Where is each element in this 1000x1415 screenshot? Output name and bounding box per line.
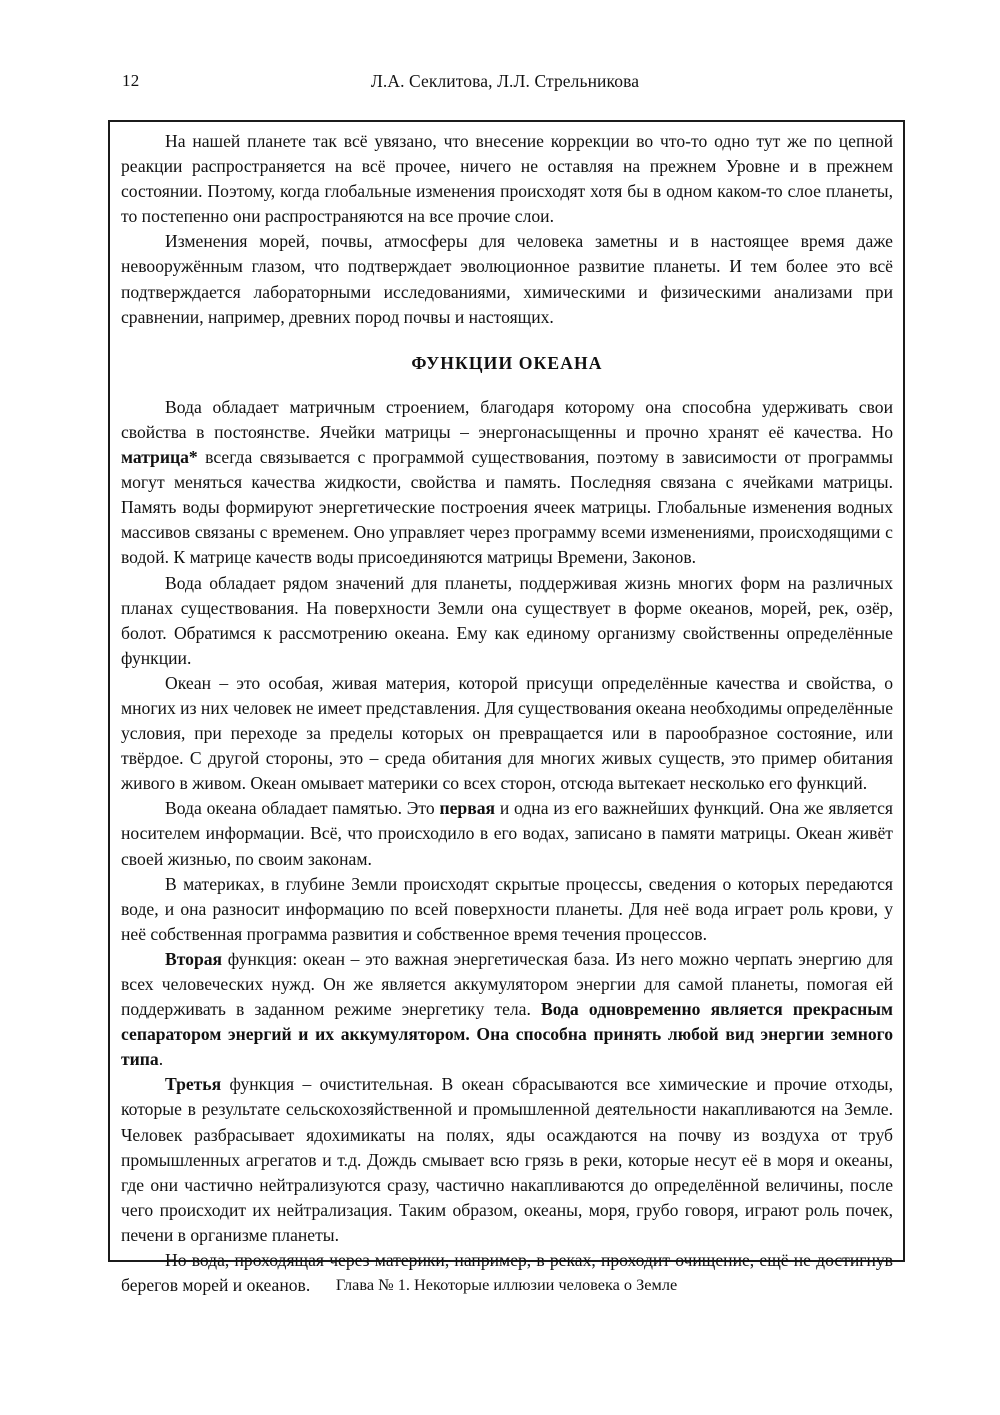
term-matritsa: матрица* — [121, 447, 198, 468]
paragraph-6-part-b: и одна из его важнейших функций. Она же является носителем информации. Всё, что происходило в его водах, записано в памяти матрицы. Океан живёт своей жизнью, по своим законам. — [121, 798, 893, 869]
paragraph-5: Океан – это особая, живая материя, которой присущи определённые качества и свойства, о многих из них человек не имеет представления. Для существования океана необходимы определённые условия, при переходе за пределы которых он превращается или в парообразное состояние, или твёрдое. С другой стороны, это – среда обитания для многих живых существ, это пример обитания живого в живом. Океан омывает материки со всех сторон, отсюда вытекает несколько его функций. — [121, 672, 894, 794]
page-footer: Глава № 1. Некоторые иллюзии человека о Земле — [335, 1275, 678, 1294]
paragraph-9 — [121, 1072, 893, 1248]
paragraph-3 — [121, 395, 893, 571]
paragraph-3-part-a: Вода обладает матричным строением, благодаря которому она способна удерживать свои свойства в постоянстве. Ячейки матрицы – энергонасыщенны и прочно хранят её качества. Но — [121, 396, 893, 442]
body-text-column — [121, 129, 893, 1298]
paragraph-8-part-a: функция: океан – это важная энергетическая база. Из него можно черпать энергию для всех человеческих нужд. Он же является аккумулятором энергии для самой планеты, помогая ей поддерживать в заданном режиме энергетику тела. — [121, 948, 893, 1020]
running-head-title: Л.А. Секлитова, Л.Л. Стрельникова — [370, 71, 640, 91]
paragraph-7: В материках, в глубине Земли происходят скрытые процессы, сведения о которых передаются воде, и она разносит информацию по всей поверхности планеты. Для неё вода играет роль крови, у неё собственная программа развития и собственное время течения процессов. — [121, 873, 893, 944]
section-heading: ФУНКЦИИ ОКЕАНА — [411, 352, 603, 373]
paragraph-4: Вода обладает рядом значений для планеты, поддерживая жизнь многих форм на различных планах существования. На поверхности Земли она существует в форме океанов, морей, рек, озёр, болот. Обратимся к рассмотрению океана. Ему как единому организму свойственны определённые функции. — [121, 572, 893, 668]
paragraph-2: Изменения морей, почвы, атмосферы для человека заметны и в настоящее время даже невооружённым глазом, что подтверждает эволюционное развитие планеты. И тем более это всё подтверждается лабораторными исследованиями, химическими и физическими анализами при сравнении, например, древних пород почвы и настоящих. — [121, 231, 893, 327]
paragraph-6 — [121, 796, 893, 871]
emphasis-pervaya: первая — [439, 798, 496, 819]
emphasis-water-separator: Вода одновременно является прекрасным сепаратором энергий и их аккумулятором. Она способна принять любой вид энергии земного типа — [121, 999, 893, 1070]
page-number: 12 — [122, 71, 140, 90]
paragraph-8 — [121, 947, 893, 1072]
running-head — [122, 68, 888, 94]
paragraph-10: Но вода, проходящая через материки, например, в реках, проходит очищение, ещё не достигнув берегов морей и океанов. — [121, 1250, 893, 1296]
emphasis-tretya: Третья — [165, 1074, 222, 1095]
paragraph-6-part-a: Вода океана обладает памятью. Это — [165, 798, 440, 819]
paragraph-9-part-a: функция – очистительная. В океан сбрасываются все химические и прочие отходы, которые в результате сельскохозяйственной и промышленной деятельности накапливаются на Земле. Человек разбрасывает ядохимикаты на полях, яды осаждаются на почву из воздуха от труб промышленных агрегатов и т.д. Дождь смывает всю грязь в реки, которые несут её в моря и океаны, где они частично нейтрализуются сразу, частично накапливаются до определённой величины, после чего происходит их нейтрализация. Таким образом, океаны, моря, грубо говоря, играют роль почек, печени в организме планеты. — [121, 1074, 893, 1245]
paragraph-8-part-b: . — [158, 1049, 164, 1070]
emphasis-vtoraya: Вторая — [165, 948, 223, 969]
paragraph-1: На нашей планете так всё увязано, что внесение коррекции во что-то одно тут же по цепной реакции распространяется на всё прочее, ничего не оставляя на прежнем Уровне и в прежнем состоянии. Поэтому, когда глобальные изменения происходят хотя бы в одном каком-то слое планеты, то постепенно они распространяются на все прочие слои. — [121, 131, 893, 227]
paragraph-3-part-b: всегда связывается с программой существования, поэтому в зависимости от программы могут меняться качества жидкости, свойства и память. Последняя связана с ячейками матрицы. Память воды формируют энергетические построения ячеек матрицы. Глобальные изменения водных массивов связаны с временем. Оно управляет через программу всеми изменениями, происходящими с водой. К матрице качеств воды присоединяются матрицы Времени, Законов. — [121, 447, 893, 568]
